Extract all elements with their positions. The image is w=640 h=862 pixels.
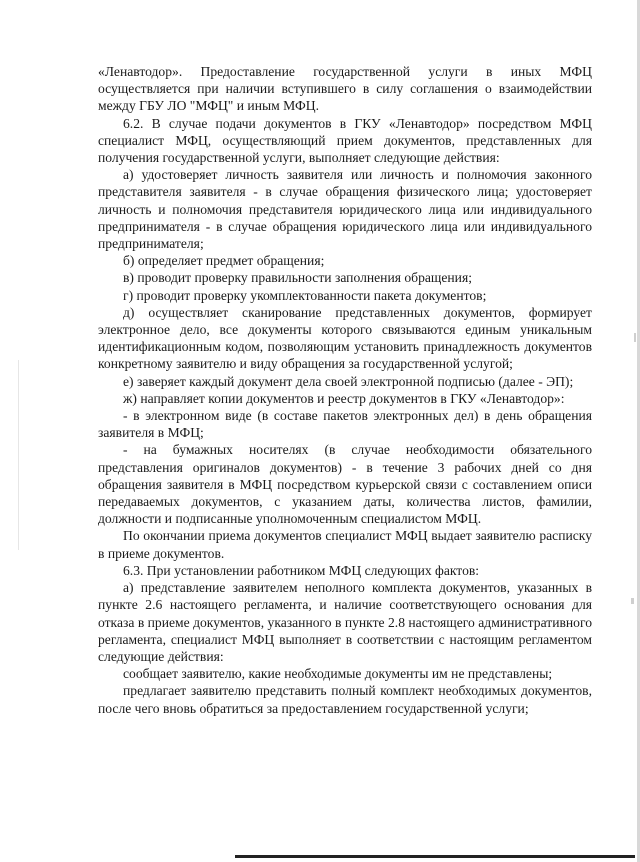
paragraph-offer: предлагает заявителю представить полный комплект необходимых документов, после чего вновь обратиться за предоставлением государственной услуги; bbox=[98, 683, 592, 716]
paragraph-item-b: б) определяет предмет обращения; bbox=[123, 253, 325, 269]
scan-fold-shadow bbox=[18, 360, 19, 550]
document-body bbox=[98, 63, 592, 717]
paragraph-item-d: д) осуществляет сканирование представленных документов, формирует электронное дело, все документы которого связываются единым уникальным идентификационным кодом, позволяющим установить принадлежность документов конкретному заявителю и виду обращения за государственной услугой; bbox=[98, 304, 592, 372]
paragraph-continued: «Ленавтодор». Предоставление государственной услуги в иных МФЦ осуществляется при наличии вступившего в силу соглашения о взаимодействии между ГБУ ЛО "МФЦ" и иным МФЦ. bbox=[98, 64, 592, 114]
paragraph-inform: сообщает заявителю, какие необходимые документы им не представлены; bbox=[123, 666, 553, 682]
paragraph-item-v: в) проводит проверку правильности заполнения обращения; bbox=[123, 270, 472, 286]
paragraph-item-zh-electronic: - в электронном виде (в составе пакетов электронных дел) в день обращения заявителя в МФЦ; bbox=[98, 408, 592, 441]
paragraph-receipt: По окончании приема документов специалист МФЦ выдает заявителю расписку в приеме документов. bbox=[98, 528, 592, 561]
paragraph-6-3-item-a: а) представление заявителем неполного комплекта документов, указанных в пункте 2.6 настоящего регламента, и наличие соответствующего основания для отказа в приеме документов, указанного в пункте 2.8 настоящего административного регламента, специалист МФЦ выполняет в соответствии с настоящим регламентом следующие действия: bbox=[98, 580, 592, 664]
paragraph-6-2: 6.2. В случае подачи документов в ГКУ «Ленавтодор» посредством МФЦ специалист МФЦ, осуществляющий прием документов, представленных для получения государственной услуги, выполняет следующие действия: bbox=[98, 115, 592, 166]
paragraph-item-a: а) удостоверяет личность заявителя или личность и полномочия законного представителя заявителя - в случае обращения физического лица; удостоверяет личность и полномочия представителя юридического лица или индивидуального предпринимателя - в случае обращения юридического лица или индивидуального предпринимателя; bbox=[98, 167, 592, 252]
paragraph-item-e: е) заверяет каждый документ дела своей электронной подписью (далее - ЭП); bbox=[123, 373, 574, 389]
paragraph-item-zh-paper: - на бумажных носителях (в случае необходимости обязательного представления оригиналов документов) - в течение 3 рабочих дней со дня обращения заявителя в МФЦ посредством курьерской связи с составлением описи передаваемых документов, с указанием даты, количества листов, фамилии, должности и подписанные уполномоченным специалистом МФЦ. bbox=[98, 442, 592, 527]
scan-mark bbox=[631, 598, 634, 604]
paragraph-item-zh: ж) направляет копии документов и реестр документов в ГКУ «Ленавтодор»: bbox=[123, 390, 565, 406]
scan-mark bbox=[634, 333, 636, 342]
paragraph-item-g: г) проводит проверку укомплектованности пакета документов; bbox=[123, 287, 487, 303]
paragraph-6-3: 6.3. При установлении работником МФЦ следующих фактов: bbox=[123, 562, 480, 578]
scan-bottom-edge bbox=[235, 855, 635, 858]
